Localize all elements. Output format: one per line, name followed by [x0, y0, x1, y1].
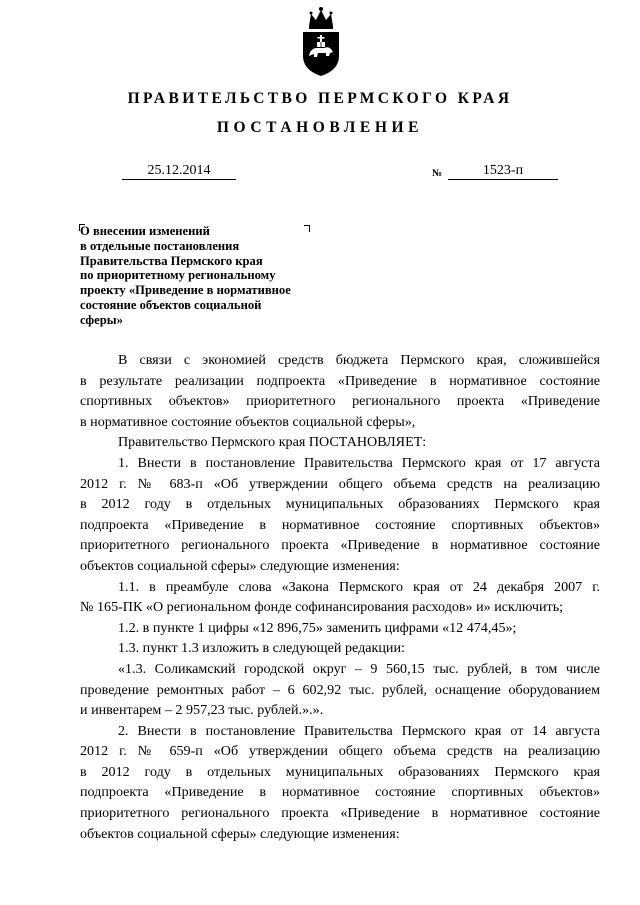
text-line: проведение ремонтных работ – 6 602,92 тыс. рублей, оснащение оборудованием — [80, 681, 600, 698]
document-type: ПОСТАНОВЛЕНИЕ — [216, 119, 424, 136]
text-line: в нормативное состояние объектов социальной сферы», — [80, 413, 416, 430]
subject-line: сферы» — [80, 312, 123, 327]
subject-line: по приоритетному региональному — [80, 268, 276, 283]
item-1-2-paragraph: 1.2. в пункте 1 цифры «12 896,75» заменить цифрами «12 474,45»; — [118, 619, 517, 636]
text-line: объектов социальной сферы» следующие изменения: — [80, 825, 400, 842]
text-line: в 2012 году в отдельных муниципальных образованиях Пермского края — [80, 763, 600, 780]
government-name: ПРАВИТЕЛЬСТВО ПЕРМСКОГО КРАЯ — [127, 90, 513, 107]
text-line: спортивных объектов» приоритетного регионального проекта «Приведение — [80, 393, 600, 410]
text-line: приоритетного регионального проекта «Приведение в нормативное состояние — [80, 537, 600, 554]
subject-line: в отдельные постановления — [80, 238, 240, 253]
text-line: объектов социальной сферы» следующие изменения: — [80, 557, 400, 574]
document-number: 1523-п — [448, 162, 558, 180]
item-1-3-text — [80, 659, 600, 721]
number-sign: № — [432, 168, 443, 179]
text-line: подпроекта «Приведение в нормативное состояние спортивных объектов» — [80, 516, 600, 533]
subject-line: Правительства Пермского края — [80, 253, 263, 268]
subject-line: проекту «Приведение в нормативное — [80, 283, 291, 298]
text-line: № 165-ПК «О региональном фонде софинансирования расходов» и» исключить; — [80, 599, 564, 616]
document-subject — [80, 224, 350, 328]
text-line: 2012 г. № 659-п «Об утверждении общего объема средств на реализацию — [80, 743, 600, 760]
text-line: 1. Внести в постановление Правительства Пермского края от 17 августа — [118, 454, 600, 471]
text-line: «1.3. Соликамский городской округ – 9 560,15 тыс. рублей, в том числе — [118, 660, 600, 677]
text-line: и инвентарем – 2 957,23 тыс. рублей.».». — [80, 702, 324, 719]
subject-line: состояние объектов социальной — [80, 297, 262, 312]
text-line: в 2012 году в отдельных муниципальных образованиях Пермского края — [80, 496, 600, 513]
text-line: 2012 г. № 683-п «Об утверждении общего объема средств на реализацию — [80, 475, 600, 492]
text-line: 1.1. в преамбуле слова «Закона Пермского края от 24 декабря 2007 г. — [118, 578, 600, 595]
item-1-1-paragraph — [80, 577, 600, 618]
text-line: приоритетного регионального проекта «Приведение в нормативное состояние — [80, 805, 600, 822]
coat-of-arms-emblem — [300, 6, 342, 78]
subject-line: О внесении изменений — [80, 224, 210, 238]
document-date: 25.12.2014 — [122, 162, 236, 180]
preamble-paragraph — [80, 350, 600, 432]
document-body — [80, 350, 600, 844]
text-line: В связи с экономией средств бюджета Пермского края, сложившейся — [118, 352, 600, 368]
item-2-paragraph — [80, 721, 600, 845]
item-1-3-paragraph: 1.3. пункт 1.3 изложить в следующей редакции: — [118, 640, 405, 657]
text-line: в результате реализации подпроекта «Приведение в нормативное состояние — [80, 372, 600, 389]
decree-line: Правительство Пермского края ПОСТАНОВЛЯЕТ: — [118, 434, 427, 451]
item-1-paragraph — [80, 453, 600, 577]
text-line: 2. Внести в постановление Правительства Пермского края от 14 августа — [118, 722, 600, 739]
text-line: подпроекта «Приведение в нормативное состояние спортивных объектов» — [80, 784, 600, 801]
